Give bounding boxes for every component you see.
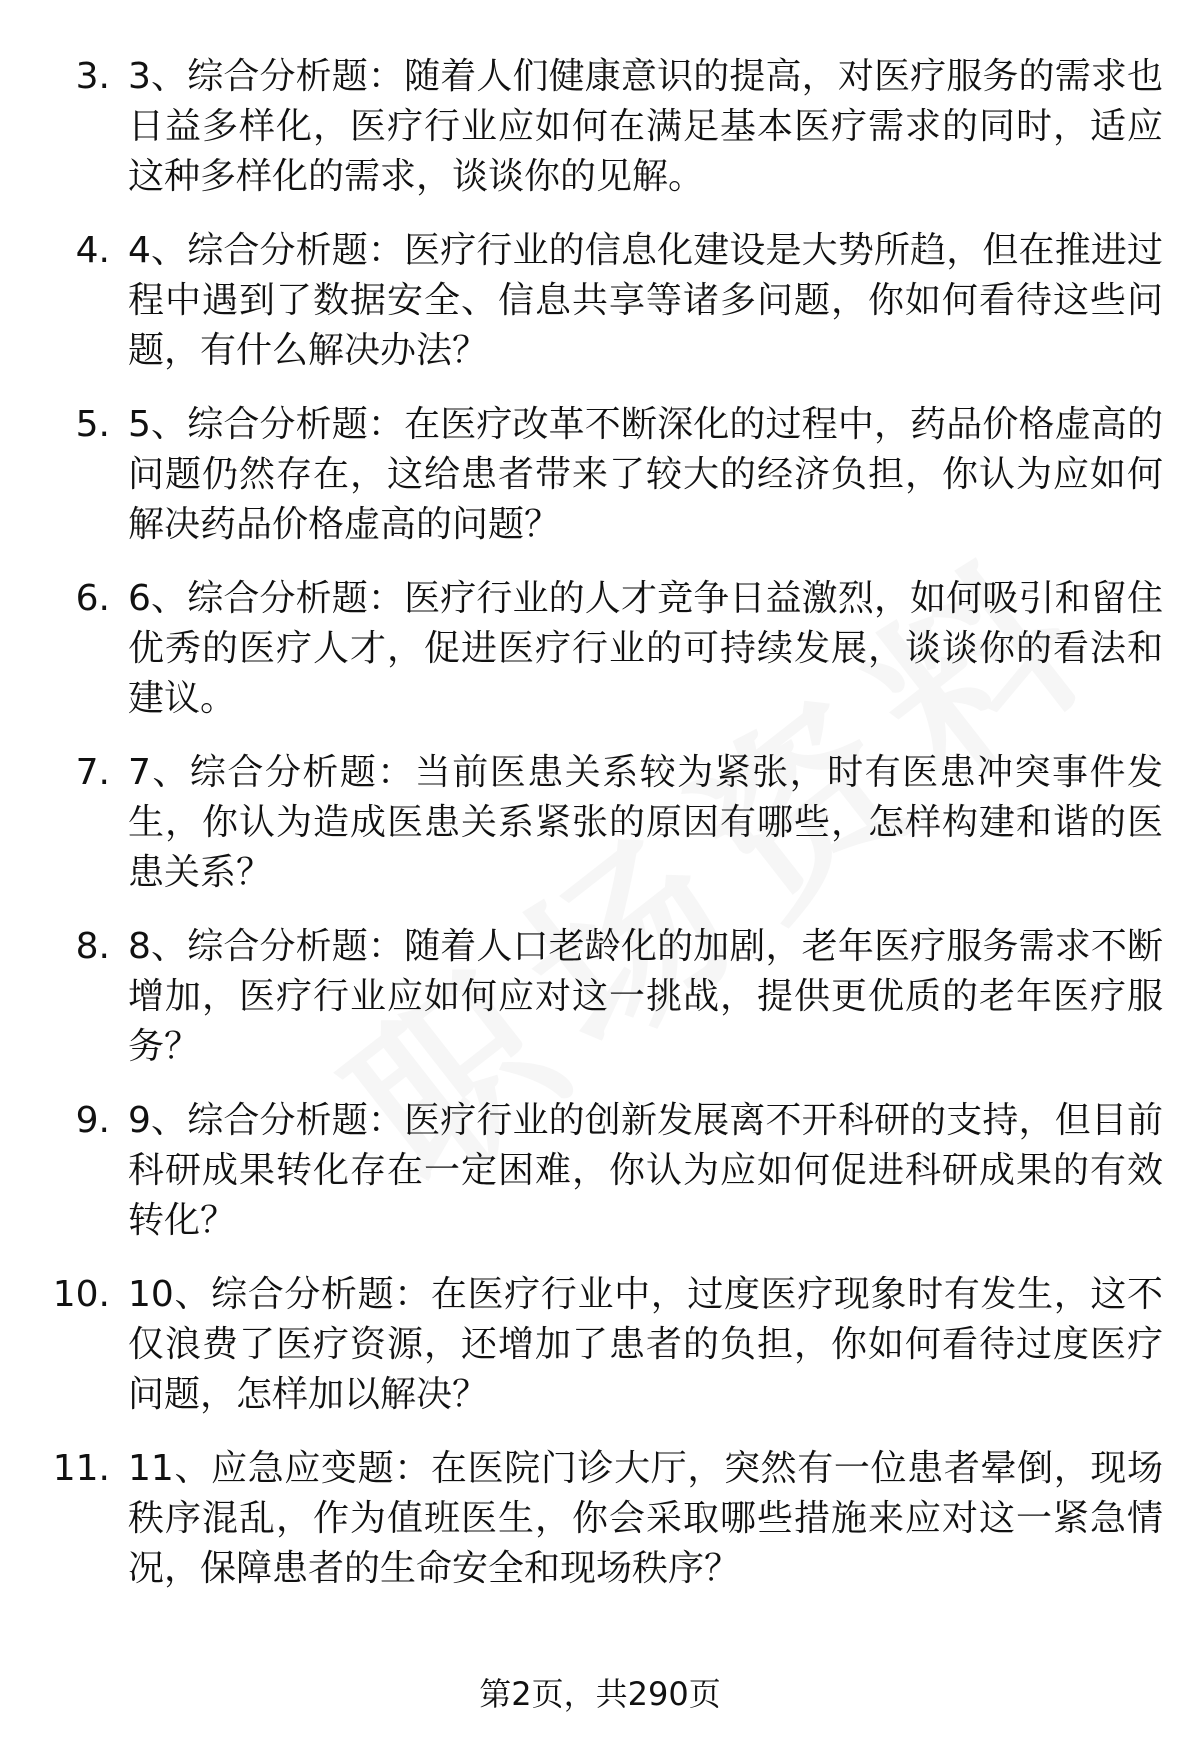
page-number-label: 第2页，共290页 xyxy=(479,1675,721,1713)
question-text: 3、综合分析题：随着人们健康意识的提高，对医疗服务的需求也日益多样化，医疗行业应如何在满足基本医疗需求的同时，适应这种多样化的需求，谈谈你的见解。 xyxy=(128,56,1163,197)
question-text: 11、应急应变题：在医院门诊大厅，突然有一位患者晕倒，现场秩序混乱，作为值班医生，你会采取哪些措施来应对这一紧急情况，保障患者的生命安全和现场秩序？ xyxy=(128,1448,1163,1589)
question-item xyxy=(0,574,1200,748)
question-item xyxy=(0,1096,1200,1270)
question-text: 7、综合分析题：当前医患关系较为紧张，时有医患冲突事件发生，你认为造成医患关系紧张的原因有哪些，怎样构建和谐的医患关系？ xyxy=(128,752,1163,893)
question-text: 9、综合分析题：医疗行业的创新发展离不开科研的支持，但目前科研成果转化存在一定困难，你认为应如何促进科研成果的有效转化？ xyxy=(128,1100,1163,1241)
question-text: 6、综合分析题：医疗行业的人才竞争日益激烈，如何吸引和留住优秀的医疗人才，促进医疗行业的可持续发展，谈谈你的看法和建议。 xyxy=(128,578,1163,719)
question-item xyxy=(0,400,1200,574)
question-number: 3. xyxy=(75,56,110,97)
question-text: 4、综合分析题：医疗行业的信息化建设是大势所趋，但在推进过程中遇到了数据安全、信息共享等诸多问题，你如何看待这些问题，有什么解决办法？ xyxy=(128,230,1163,371)
question-text: 8、综合分析题：随着人口老龄化的加剧，老年医疗服务需求不断增加，医疗行业应如何应对这一挑战，提供更优质的老年医疗服务？ xyxy=(128,926,1163,1067)
question-text: 5、综合分析题：在医疗改革不断深化的过程中，药品价格虚高的问题仍然存在，这给患者带来了较大的经济负担，你认为应如何解决药品价格虚高的问题？ xyxy=(128,404,1163,545)
question-number: 4. xyxy=(75,230,110,271)
question-number: 8. xyxy=(75,926,110,967)
question-item xyxy=(0,748,1200,922)
question-number: 5. xyxy=(75,404,110,445)
question-text: 10、综合分析题：在医疗行业中，过度医疗现象时有发生，这不仅浪费了医疗资源，还增加了患者的负担，你如何看待过度医疗问题，怎样加以解决？ xyxy=(128,1274,1163,1415)
question-item xyxy=(0,922,1200,1096)
question-list xyxy=(0,52,1200,1618)
question-number: 7. xyxy=(75,752,110,793)
question-item xyxy=(0,226,1200,400)
question-number: 6. xyxy=(75,578,110,619)
question-number: 10. xyxy=(52,1274,110,1315)
question-number: 11. xyxy=(52,1448,110,1489)
page-footer xyxy=(0,1672,1200,1716)
question-item xyxy=(0,1270,1200,1444)
question-number: 9. xyxy=(75,1100,110,1141)
question-item xyxy=(0,1444,1200,1618)
question-item xyxy=(0,52,1200,226)
